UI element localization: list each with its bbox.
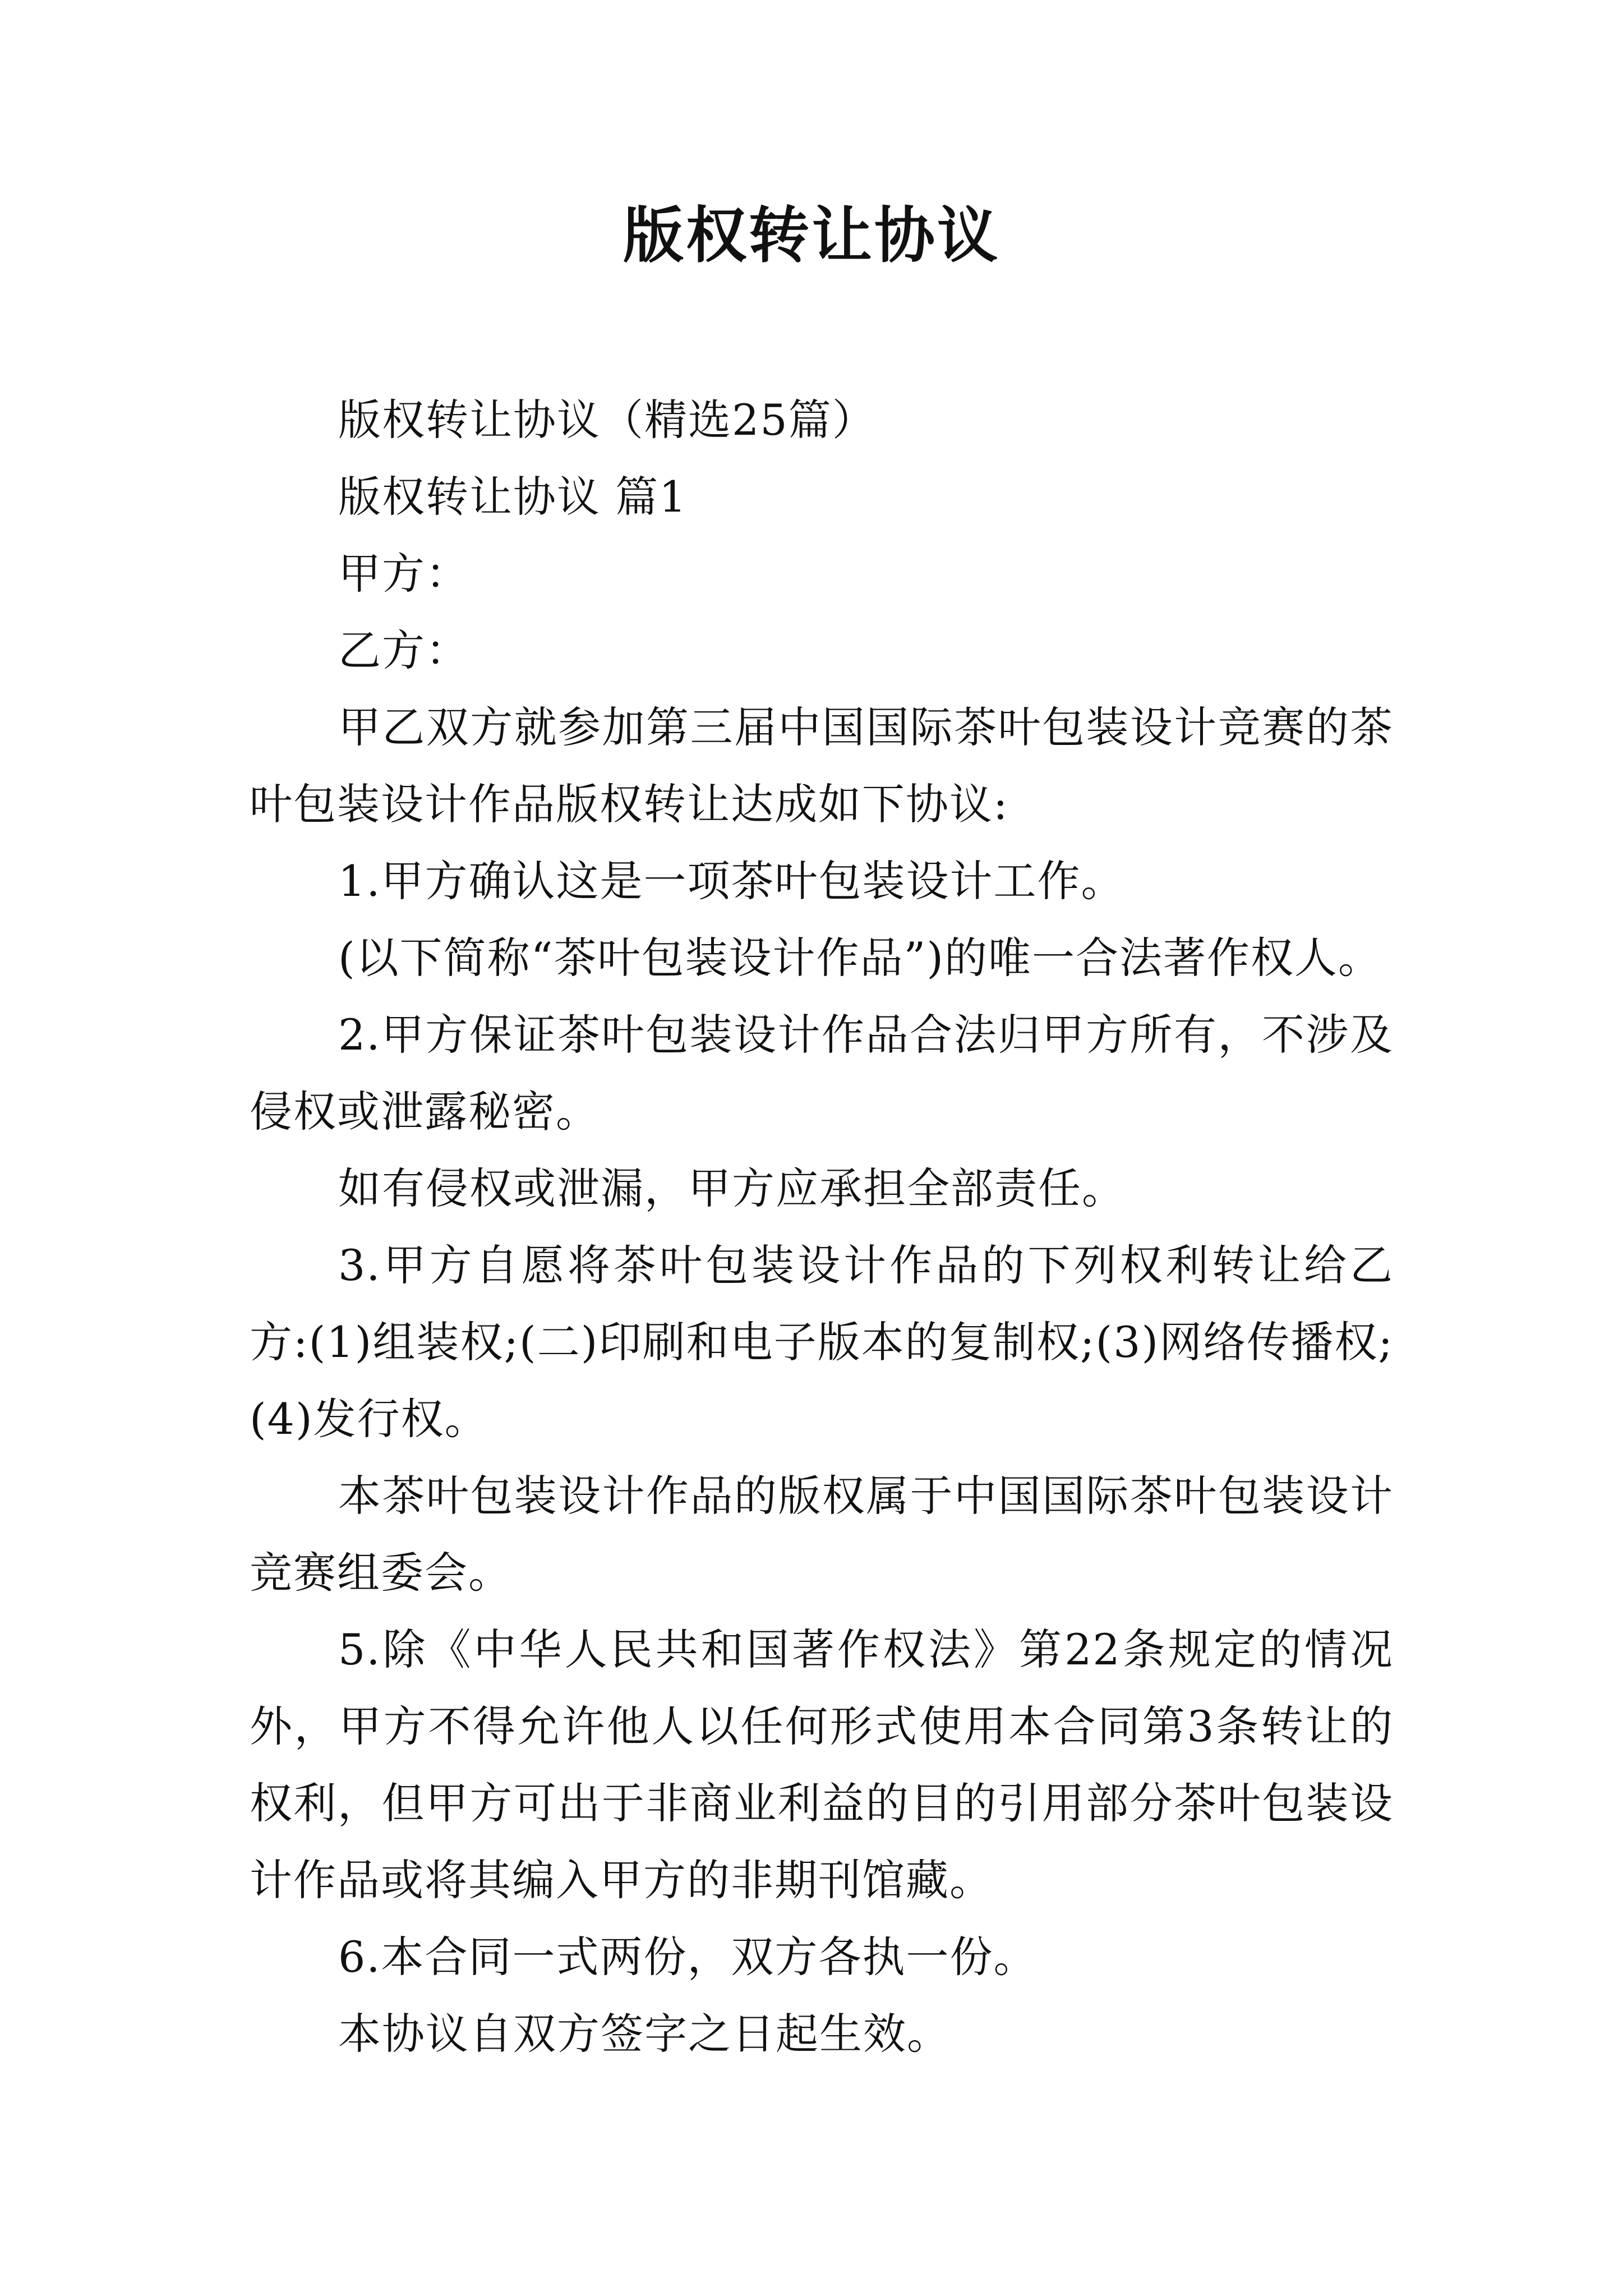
paragraph-clause-2: 2.甲方保证茶叶包装设计作品合法归甲方所有，不涉及侵权或泄露秘密。	[250, 1010, 1394, 1137]
paragraph-clause-2-liability: 如有侵权或泄漏，甲方应承担全部责任。	[338, 1163, 1126, 1213]
paragraph-clause-6: 6.本合同一式两份，双方各执一份。	[338, 1932, 1038, 1982]
document-body	[250, 381, 1394, 2072]
paragraph-party-a: 甲方：	[338, 549, 469, 599]
paragraph-section-heading: 版权转让协议 篇1	[338, 472, 688, 522]
document-title: 版权转让协议	[623, 200, 1000, 271]
paragraph-clause-1-continued: (以下简称“茶叶包装设计作品”)的唯一合法著作权人。	[338, 933, 1382, 983]
paragraph-clause-3: 3.甲方自愿将茶叶包装设计作品的下列权利转让给乙方:(1)组装权;(二)印刷和电子版本的复制权;(3)网络传播权;(4)发行权。	[250, 1240, 1394, 1444]
paragraph-clause-5: 5.除《中华人民共和国著作权法》第22条规定的情况外，甲方不得允许他人以任何形式使用本合同第3条转让的权利，但甲方可出于非商业利益的目的引用部分茶叶包装设计作品或将其编入甲方的非期刊馆藏。	[250, 1625, 1394, 1905]
paragraph-effective-date: 本协议自双方签字之日起生效。	[338, 2009, 951, 2059]
paragraph-party-b: 乙方：	[338, 625, 469, 675]
paragraph-copyright-owner: 本茶叶包装设计作品的版权属于中国国际茶叶包装设计竞赛组委会。	[250, 1471, 1394, 1598]
paragraph-intro: 甲乙双方就参加第三届中国国际茶叶包装设计竞赛的茶叶包装设计作品版权转让达成如下协议:	[250, 702, 1394, 829]
paragraph-collection-title: 版权转让协议（精选25篇）	[338, 395, 876, 445]
paragraph-clause-1: 1.甲方确认这是一项茶叶包装设计工作。	[338, 856, 1125, 906]
